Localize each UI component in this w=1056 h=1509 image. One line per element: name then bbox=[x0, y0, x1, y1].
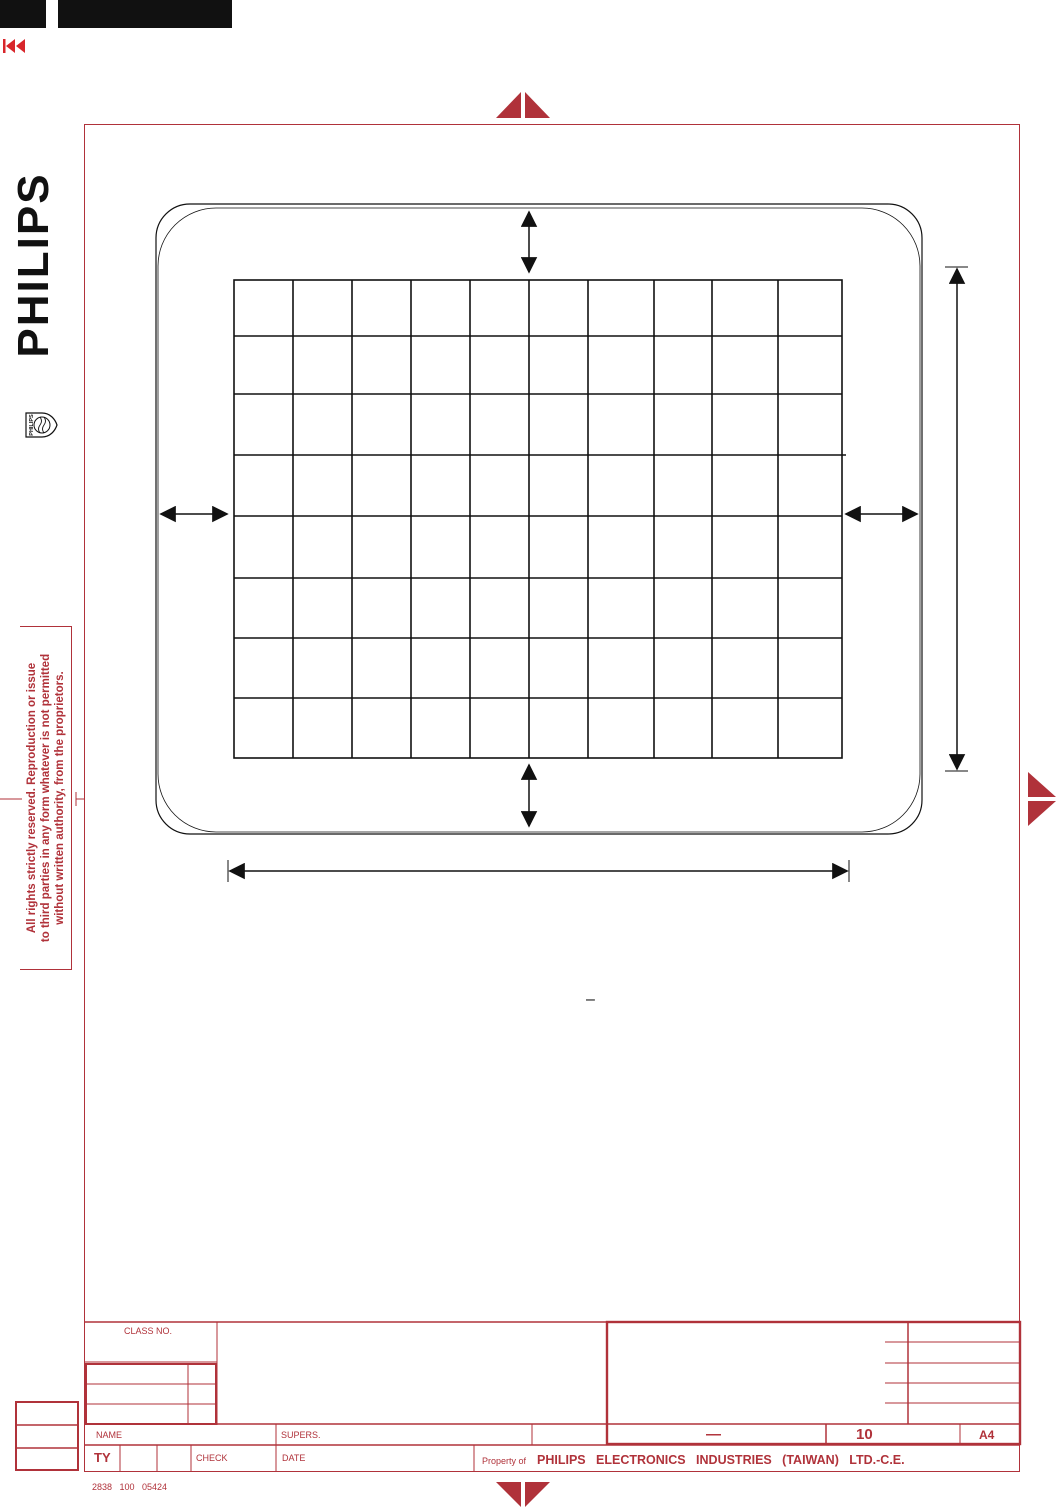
sheet-number: 10 bbox=[856, 1426, 873, 1443]
date-label: DATE bbox=[282, 1453, 306, 1463]
company-name: PHILIPS ELECTRONICS INDUSTRIES (TAIWAN) LTD.-C.E. bbox=[537, 1453, 905, 1467]
crt-outline-outer bbox=[156, 204, 922, 834]
center-mark: – bbox=[586, 991, 595, 1008]
crt-outline-inner bbox=[158, 208, 920, 832]
title-block bbox=[16, 1322, 1020, 1472]
supers-label: SUPERS. bbox=[281, 1430, 321, 1440]
class-no-label: CLASS NO. bbox=[124, 1326, 173, 1336]
ty-value: TY bbox=[94, 1450, 111, 1465]
title-dash: — bbox=[706, 1426, 721, 1443]
shield-label: PHILIPS bbox=[29, 414, 35, 436]
extension-lines bbox=[228, 267, 968, 882]
rights-notice-text: All rights strictly reserved. Reproduction or issue to third parties in any form whatever is not permitted without written authority, from the proprietors. bbox=[25, 653, 66, 943]
document-number: 2838 100 05424 bbox=[92, 1482, 168, 1492]
name-label: NAME bbox=[96, 1430, 123, 1440]
check-label: CHECK bbox=[196, 1453, 228, 1463]
paper-size: A4 bbox=[979, 1428, 995, 1442]
philips-wordmark: PHILIPS bbox=[9, 172, 58, 358]
property-of-label: Property of bbox=[482, 1456, 527, 1466]
crosshatch-grid bbox=[234, 280, 846, 758]
dimension-arrows bbox=[161, 212, 957, 871]
